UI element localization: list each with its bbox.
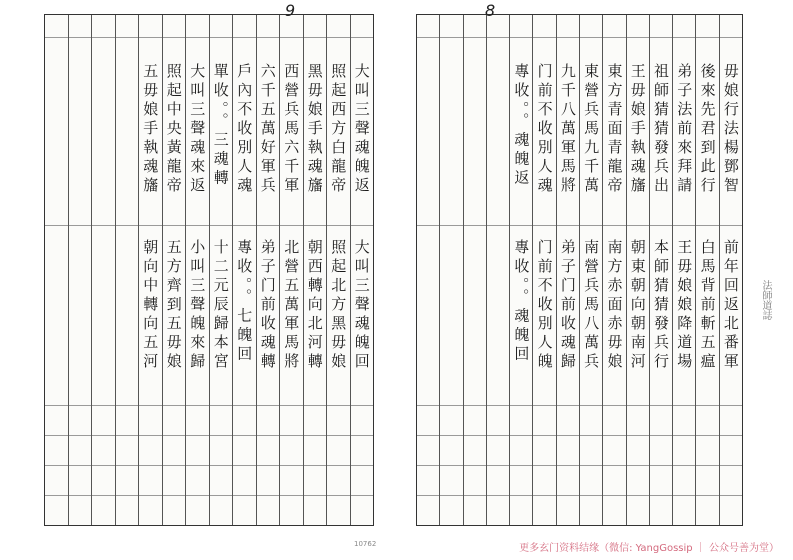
row-rule — [139, 37, 162, 38]
row-rule — [603, 37, 625, 38]
row-rule — [327, 465, 350, 466]
verse-text-lower: 南方赤面赤毋娘 — [605, 239, 624, 372]
row-rule — [186, 465, 209, 466]
row-rule — [627, 405, 649, 406]
row-rule — [280, 435, 303, 436]
row-rule — [510, 37, 532, 38]
page-number-right: 8 — [485, 1, 496, 20]
row-rule — [351, 435, 374, 436]
row-rule — [351, 225, 374, 226]
row-rule — [116, 225, 139, 226]
row-rule — [533, 225, 555, 226]
manuscript-column — [45, 15, 68, 525]
verse-text-lower: 南營兵馬八萬兵 — [582, 239, 601, 372]
row-rule — [327, 435, 350, 436]
verse-text-upper: 西營兵馬六千軍 — [282, 63, 301, 196]
verse-text-upper: 大叫三聲魂魄返 — [352, 63, 371, 196]
row-rule — [233, 225, 256, 226]
row-rule — [603, 465, 625, 466]
row-rule — [650, 435, 672, 436]
manuscript-column — [138, 15, 162, 525]
manuscript-column — [649, 15, 672, 525]
row-rule — [257, 495, 280, 496]
row-rule — [92, 495, 115, 496]
row-rule — [210, 465, 233, 466]
verse-text-upper: 六千五萬好軍兵 — [258, 63, 277, 196]
row-rule — [304, 495, 327, 496]
verse-text-lower: 白馬背前斬五瘟 — [698, 239, 717, 372]
manuscript-column — [486, 15, 509, 525]
row-rule — [673, 465, 695, 466]
row-rule — [92, 465, 115, 466]
page-number-left: 9 — [285, 1, 296, 20]
row-rule — [351, 405, 374, 406]
archive-stamp: 10762 — [354, 540, 377, 548]
row-rule — [417, 435, 439, 436]
verse-text-lower: 北營五萬軍馬將 — [282, 239, 301, 372]
manuscript-column — [695, 15, 718, 525]
row-rule — [69, 405, 92, 406]
row-rule — [650, 405, 672, 406]
row-rule — [580, 37, 602, 38]
verse-text-lower: 照起北方黑毋娘 — [329, 239, 348, 372]
row-rule — [139, 465, 162, 466]
row-rule — [464, 435, 486, 436]
verse-text-lower: 朝向中轉向五河 — [141, 239, 160, 372]
row-rule — [487, 37, 509, 38]
row-rule — [673, 405, 695, 406]
verse-text-upper: 九千八萬軍馬將 — [558, 63, 577, 196]
row-rule — [720, 225, 742, 226]
row-rule — [696, 225, 718, 226]
row-rule — [440, 435, 462, 436]
left-manuscript-page — [44, 1, 374, 526]
row-rule — [233, 37, 256, 38]
row-rule — [580, 465, 602, 466]
row-rule — [280, 405, 303, 406]
row-rule — [510, 495, 532, 496]
row-rule — [116, 37, 139, 38]
row-rule — [116, 465, 139, 466]
row-rule — [69, 495, 92, 496]
row-rule — [280, 495, 303, 496]
row-rule — [464, 37, 486, 38]
row-rule — [533, 405, 555, 406]
row-rule — [650, 225, 672, 226]
row-rule — [163, 435, 186, 436]
row-rule — [650, 495, 672, 496]
verse-text-lower: 门前不收別人魄 — [535, 239, 554, 372]
row-rule — [487, 465, 509, 466]
row-rule — [139, 435, 162, 436]
manuscript-column — [185, 15, 209, 525]
row-rule — [257, 37, 280, 38]
row-rule — [627, 465, 649, 466]
row-rule — [304, 435, 327, 436]
margin-note: 法師道誌 — [760, 280, 771, 320]
row-rule — [720, 37, 742, 38]
row-rule — [557, 225, 579, 226]
row-rule — [92, 225, 115, 226]
row-rule — [304, 465, 327, 466]
row-rule — [92, 37, 115, 38]
row-rule — [417, 225, 439, 226]
row-rule — [257, 465, 280, 466]
row-rule — [186, 405, 209, 406]
row-rule — [603, 225, 625, 226]
row-rule — [464, 405, 486, 406]
verse-text-upper: 毋娘行法楊鄧智 — [721, 63, 740, 196]
manuscript-column — [115, 15, 139, 525]
manuscript-column — [232, 15, 256, 525]
manuscript-column — [162, 15, 186, 525]
verse-text-upper: 戶內不收別人魂 — [235, 63, 254, 196]
manuscript-column — [626, 15, 649, 525]
row-rule — [257, 435, 280, 436]
manuscript-column — [672, 15, 695, 525]
row-rule — [440, 405, 462, 406]
row-rule — [116, 405, 139, 406]
manuscript-column — [463, 15, 486, 525]
row-rule — [186, 37, 209, 38]
row-rule — [673, 495, 695, 496]
row-rule — [673, 225, 695, 226]
row-rule — [233, 465, 256, 466]
manuscript-column — [256, 15, 280, 525]
row-rule — [557, 495, 579, 496]
row-rule — [464, 225, 486, 226]
row-rule — [210, 495, 233, 496]
row-rule — [69, 37, 92, 38]
manuscript-column — [209, 15, 233, 525]
left-column-grid — [45, 15, 373, 525]
row-rule — [163, 225, 186, 226]
row-rule — [280, 37, 303, 38]
row-rule — [440, 37, 462, 38]
row-rule — [351, 495, 374, 496]
row-rule — [627, 435, 649, 436]
footer-watermark: 更多玄门资料结缘（微信: YangGossip ｜ 公众号善为堂） — [519, 543, 779, 554]
row-rule — [557, 435, 579, 436]
row-rule — [186, 495, 209, 496]
manuscript-column — [303, 15, 327, 525]
row-rule — [487, 405, 509, 406]
row-rule — [257, 405, 280, 406]
row-rule — [116, 495, 139, 496]
row-rule — [304, 225, 327, 226]
verse-text-lower: 專收。。魂魄回 — [512, 239, 531, 365]
row-rule — [163, 465, 186, 466]
row-rule — [696, 37, 718, 38]
row-rule — [533, 465, 555, 466]
row-rule — [603, 495, 625, 496]
manuscript-column — [509, 15, 532, 525]
row-rule — [627, 37, 649, 38]
row-rule — [603, 405, 625, 406]
verse-text-lower: 前年回返北番軍 — [721, 239, 740, 372]
verse-text-upper: 照起中央黃龍帝 — [164, 63, 183, 196]
row-rule — [139, 495, 162, 496]
row-rule — [233, 435, 256, 436]
row-rule — [45, 405, 68, 406]
manuscript-column — [719, 15, 742, 525]
right-column-grid — [417, 15, 742, 525]
row-rule — [557, 465, 579, 466]
verse-text-upper: 五毋娘手執魂旛 — [141, 63, 160, 196]
verse-text-lower: 王毋娘娘降道場 — [675, 239, 694, 372]
verse-text-lower: 大叫三聲魂魄回 — [352, 239, 371, 372]
row-rule — [580, 495, 602, 496]
row-rule — [45, 37, 68, 38]
row-rule — [720, 495, 742, 496]
row-rule — [557, 405, 579, 406]
row-rule — [720, 405, 742, 406]
row-rule — [304, 37, 327, 38]
row-rule — [257, 225, 280, 226]
row-rule — [510, 465, 532, 466]
row-rule — [464, 465, 486, 466]
row-rule — [69, 435, 92, 436]
verse-text-upper: 弟子法前來拜請 — [675, 63, 694, 196]
row-rule — [440, 465, 462, 466]
row-rule — [233, 405, 256, 406]
row-rule — [45, 435, 68, 436]
row-rule — [69, 465, 92, 466]
row-rule — [720, 435, 742, 436]
verse-text-upper: 大叫三聲魂來返 — [188, 63, 207, 196]
row-rule — [327, 225, 350, 226]
verse-text-upper: 照起西方白龍帝 — [329, 63, 348, 196]
row-rule — [351, 37, 374, 38]
row-rule — [186, 435, 209, 436]
row-rule — [327, 495, 350, 496]
row-rule — [417, 37, 439, 38]
verse-text-lower: 專收。。七魄回 — [235, 239, 254, 365]
row-rule — [696, 465, 718, 466]
row-rule — [533, 435, 555, 436]
row-rule — [510, 435, 532, 436]
row-rule — [92, 435, 115, 436]
row-rule — [440, 495, 462, 496]
row-rule — [510, 405, 532, 406]
manuscript-column — [279, 15, 303, 525]
row-rule — [487, 435, 509, 436]
verse-text-lower: 五方齊到五毋娘 — [164, 239, 183, 372]
row-rule — [487, 495, 509, 496]
row-rule — [580, 225, 602, 226]
row-rule — [417, 405, 439, 406]
row-rule — [417, 465, 439, 466]
row-rule — [327, 405, 350, 406]
row-rule — [533, 495, 555, 496]
verse-text-lower: 弟子门前收魂歸 — [558, 239, 577, 372]
row-rule — [327, 37, 350, 38]
manuscript-column — [556, 15, 579, 525]
row-rule — [696, 435, 718, 436]
verse-text-upper: 祖師猜猜發兵出 — [652, 63, 671, 196]
row-rule — [210, 435, 233, 436]
manuscript-column — [68, 15, 92, 525]
row-rule — [280, 225, 303, 226]
verse-text-upper: 後來先君到此行 — [698, 63, 717, 196]
row-rule — [417, 495, 439, 496]
verse-text-upper: 專收。。魂魄返 — [512, 63, 531, 189]
manuscript-column — [91, 15, 115, 525]
row-rule — [280, 465, 303, 466]
row-rule — [464, 495, 486, 496]
row-rule — [139, 225, 162, 226]
row-rule — [720, 465, 742, 466]
row-rule — [163, 37, 186, 38]
verse-text-lower: 朝東朝向朝南河 — [628, 239, 647, 372]
row-rule — [186, 225, 209, 226]
manuscript-column — [602, 15, 625, 525]
row-rule — [696, 495, 718, 496]
row-rule — [210, 225, 233, 226]
verse-text-lower: 朝西轉向北河轉 — [305, 239, 324, 372]
row-rule — [233, 495, 256, 496]
row-rule — [69, 225, 92, 226]
row-rule — [627, 495, 649, 496]
verse-text-upper: 门前不收別人魂 — [535, 63, 554, 196]
manuscript-column — [532, 15, 555, 525]
manuscript-column — [350, 15, 374, 525]
verse-text-lower: 小叫三聲魄來歸 — [188, 239, 207, 372]
verse-text-upper: 黑毋娘手執魂旛 — [305, 63, 324, 196]
row-rule — [696, 405, 718, 406]
row-rule — [650, 465, 672, 466]
verse-text-upper: 王毋娘手執魂旛 — [628, 63, 647, 196]
row-rule — [92, 405, 115, 406]
row-rule — [580, 405, 602, 406]
verse-text-lower: 弟子门前收魂轉 — [258, 239, 277, 372]
row-rule — [673, 37, 695, 38]
verse-text-upper: 東營兵馬九千萬 — [582, 63, 601, 196]
verse-text-lower: 十二元辰歸本宮 — [211, 239, 230, 372]
right-manuscript-page — [416, 1, 743, 526]
row-rule — [351, 465, 374, 466]
row-rule — [603, 435, 625, 436]
row-rule — [45, 465, 68, 466]
manuscript-column — [579, 15, 602, 525]
row-rule — [139, 405, 162, 406]
row-rule — [210, 37, 233, 38]
row-rule — [163, 405, 186, 406]
verse-text-upper: 單收。。三魂轉 — [211, 63, 230, 189]
manuscript-column — [326, 15, 350, 525]
row-rule — [673, 435, 695, 436]
row-rule — [45, 495, 68, 496]
row-rule — [510, 225, 532, 226]
row-rule — [304, 405, 327, 406]
row-rule — [210, 405, 233, 406]
row-rule — [650, 37, 672, 38]
row-rule — [163, 495, 186, 496]
row-rule — [557, 37, 579, 38]
row-rule — [533, 37, 555, 38]
row-rule — [440, 225, 462, 226]
verse-text-lower: 本師猜猜發兵行 — [652, 239, 671, 372]
row-rule — [487, 225, 509, 226]
manuscript-column — [439, 15, 462, 525]
row-rule — [580, 435, 602, 436]
row-rule — [116, 435, 139, 436]
row-rule — [45, 225, 68, 226]
verse-text-upper: 東方青面青龍帝 — [605, 63, 624, 196]
manuscript-column — [417, 15, 439, 525]
row-rule — [627, 225, 649, 226]
